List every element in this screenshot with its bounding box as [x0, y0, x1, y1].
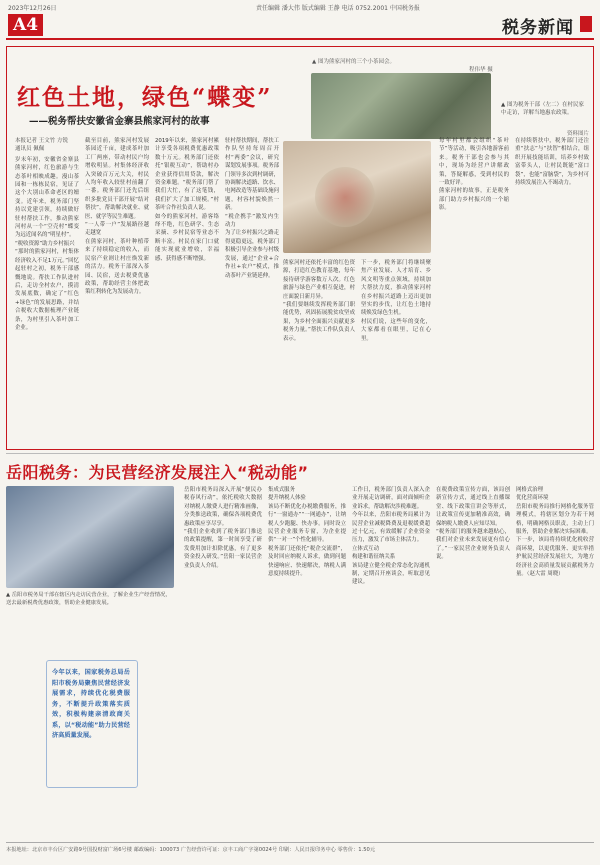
section-marker: [580, 16, 592, 32]
bottom-photo-caption: ▲ 岳阳市税务局干部在辖区内走访民营企业，了解企业生产经营情况，送去最新税费优惠政策，帮助企业健康发展。: [6, 592, 171, 606]
tax-officers-photo: [6, 486, 174, 588]
section-divider: [6, 453, 594, 454]
feature-column: [361, 259, 431, 443]
feature-column: [515, 137, 589, 443]
section2-headline: 岳阳税务：为民营经济发展注入“税动能”: [6, 463, 309, 482]
column-text: 网格式治理 优化营商环境 岳阳市税务局推行网格化服务管理模式，将辖区划分为若干网格，明确网格员职责，主动上门服务，帮助企业解决实际困难。 下一步，该局将持续优化税收营商环境，以更优服务、更实举措护航民营经济发展壮大，为地方经济社会高质量发展贡献税务力量。（赵大雷 周晓）: [516, 487, 594, 578]
column-text: 集成式服务 提升纳税人体验 该局不断优化办税缴费服务，推行“一窗通办”“一网通办”，让纳税人少跑腿、快办事。同时设立民营企业服务专窗，为企业提供“一对一”个性化辅导。 税务部门还依托“税企交流群”，及时回应纳税人诉求，做到问题快速响应、快速解决，纳税人满意度持续提升。: [268, 487, 346, 578]
section2-column: [516, 486, 594, 836]
page-number: A4: [8, 14, 43, 36]
editor-note: 今年以来，国家税务总局岳阳市税务局聚焦民营经济发展需求，持续优化税费服务，不断提升政策落实质效，积极构建亲清政商关系，以“税动能”助力民营经济高质量发展。: [52, 668, 130, 778]
section2-column: [352, 486, 430, 836]
publish-date: 2023年12月26日: [8, 5, 57, 12]
column-text: 驻村帮扶期间，帮扶工作队坚持每周召开村“两委”会议，研究谋划发展事项。税务部门领导多次到村调研，协调解决道路、饮水、电网改造等基础设施问题，村容村貌焕然一新。 “税企携手”激发内生动力 为了让乡村振兴之路走得更稳更远，税务部门积极引导企业参与村级发展，通过“企业+合作社+农户”模式，推动茶叶产业链延伸。: [225, 138, 279, 279]
side-photo-caption: ▲ 图为税务干部（左二）在村民家中走访，详解当地惠农政策。: [501, 102, 584, 116]
page-footer: 本报地址：北京市丰台区广安路9号国投财富广场6号楼 邮政编码：100073 广告经营许可证：京丰工商广字第0024号 印刷：人民日报印务中心 零售价：1.50元: [6, 842, 594, 858]
top-photo-caption: ▲ 图为熊家河村的三个小茶园会。: [312, 59, 395, 65]
section-title: 税务新闻: [502, 18, 574, 38]
feature-story: [6, 46, 594, 450]
tea-garden-photo: [311, 73, 491, 139]
section2-column: [184, 486, 262, 836]
side-photo-author: 资料图片: [567, 131, 590, 137]
feature-column: [85, 137, 149, 443]
section2-column: [268, 486, 346, 836]
column-text: 在持续帮扶中，税务部门还注重“扶志”与“扶智”相结合，组织开展技能培训，培养乡村致富带头人，让村民既能“富口袋”，也能“富脑袋”，为乡村可持续发展注入不竭动力。: [515, 138, 589, 187]
column-text: 岁末年初，安徽省金寨县熊家河村，红色旅游与生态茶叶相映成趣。漫山茶园和一栋栋民宿，见证了这个大别山革命老区的嬗变。近年来，税务部门坚持以党建引领，持续做好驻村帮扶工作，推动熊家河村从一个“空壳村”蝶变为远近闻名的“明星村”。 “税收资源”助力乡村振兴 “那时的熊家河村，村集体经济收入不足1万元。”回忆起驻村之初，税务干部感慨地说。帮扶工作队进村后，走访全村农户，摸清发展底数，确定了“红色+绿色”的发展思路，并结合税收大数据梳理产业链条，为村里引入茶叶加工企业。: [15, 156, 79, 331]
column-text: 下一步，税务部门将继续聚焦产业发展、人才培育、乡风文明等重点领域，持续加大帮扶力度，推动熊家河村在乡村振兴道路上迈出更加坚实的步伐，让红色土地持续焕发绿色生机。 村民们说，这些年的变化，大家都看在眼里，记在心里。: [361, 260, 431, 342]
feature-column: [439, 137, 509, 443]
photo-detail: [315, 167, 375, 227]
feature-column: [155, 137, 219, 443]
feature-headline: 红色土地，绿色“蝶变”: [17, 84, 273, 111]
feature-column: [225, 137, 279, 443]
column-text: 工作日，税务部门负责人深入企业开展走访调研，面对面倾听企业诉求，帮助解决涉税难题。 今年以来，岳阳市税务局累计为民营企业减税降费及退税缓费超过十亿元，有效缓解了企业资金压力，激发了市场主体活力。 立体式互动 构建和谐征纳关系 该局建立健全税企常态化沟通机制，定期召开座谈会，听取意见建议。: [352, 487, 430, 586]
top-photo-author: 程伟华 摄: [469, 67, 493, 73]
column-text: 截至目前，熊家河村发展茶园近千亩，建成茶叶加工厂两座，带动村民户均增收明显。村集体经济收入突破百万元大关，村民人均年收入较驻村前翻了一番。税务部门还先后组织多批党员干部开展“结对帮扶”，帮助解决就业、就医、就学等民生难题。 “一人带一户”发展路径越走越宽 在熊家河村，茶叶种植带来了持续稳定的收入，而民宿产业则让村庄焕发新的活力。税务干部深入茶园、民宿，送去税费优惠政策，帮助经营主体把政策红利转化为发展动力。: [85, 138, 149, 296]
column-text: 熊家河村还依托丰富的红色资源，打造红色教育基地，每年接待研学游客数万人次。红色旅游与绿色产业相互促进，村庄面貌日新月异。 “我们要继续发挥税务部门职能优势，巩固拓展脱贫攻坚成果，为乡村全面振兴贡献更多税务力量。”帮扶工作队负责人表示。: [283, 260, 355, 342]
feature-column: [15, 137, 79, 443]
column-text: 在税费政策宣传方面，该局创新宣传方式，通过线上直播课堂、线下政策宣讲会等形式，让政策宣传更加精准高效，确保纳税人缴费人应知尽知。 “税务部门的服务越来越贴心，我们对企业未来发展更有信心了。”一家民营企业财务负责人说。: [436, 487, 510, 561]
editor-meta: 责任编辑 潘大伟 版式编辑 王静 电话 0752.2001 中国税务报: [256, 5, 420, 12]
feature-columns: [15, 137, 589, 443]
section2-column: [436, 486, 510, 836]
masthead: [6, 0, 594, 40]
column-text: 岳阳市税务局深入开展“便民办税春风行动”，依托税收大数据对纳税人缴费人进行精准画像，分类推送政策，确保各项税费优惠政策应享尽享。 “我们企业收到了税务部门推送的政策提醒，第一时间享受了研发费用加计扣除优惠，有了更多资金投入研发。”岳阳一家民营企业负责人介绍。: [184, 487, 262, 569]
byline: 本报记者 王文竹 方锐 通讯员 佩佩: [15, 138, 68, 153]
column-text: 2019年以来，熊家河村累计享受各项税费优惠政策数十万元。税务部门还依托“银税互动”，帮助村办企业获得信用贷款，解决资金难题。“税务部门帮了我们大忙，有了这笔钱，我们扩大了加工规模。”村茶叶合作社负责人说。 如今的熊家河村，游客络绎不绝，红色研学、生态采摘、乡村民宿等业态不断丰富。村民在家门口就能实现就业增收，幸福感、获得感不断增强。: [155, 138, 219, 262]
feature-subhead: ——税务帮扶安徽省金寨县熊家河村的故事: [29, 116, 210, 127]
feature-column: [283, 259, 355, 443]
column-text: 每年村里都会组织“茶叶节”等活动，吸引各地游客前来。税务干部也会参与其中，现场为经营户讲解政策，答疑解惑，受到村民的一致好评。 熊家河村的故事，正是税务部门助力乡村振兴的一个缩影。: [439, 138, 509, 212]
